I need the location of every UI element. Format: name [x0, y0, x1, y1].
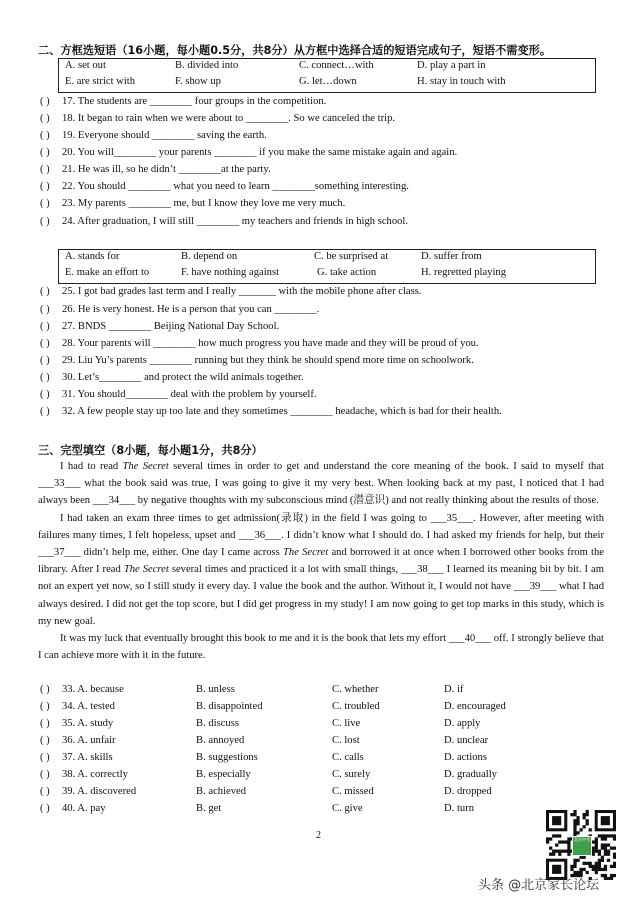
phrase-option: C. connect…with [299, 60, 374, 71]
choice-37-c: C. calls [332, 752, 364, 763]
choice-39-c: C. missed [332, 786, 374, 797]
choice-34-d: D. encouraged [444, 701, 506, 712]
answer-paren[interactable]: ( ) [40, 321, 50, 332]
answer-paren[interactable]: ( ) [40, 786, 50, 797]
answer-paren[interactable]: ( ) [40, 735, 50, 746]
phrase-option: B. depend on [181, 251, 238, 262]
choice-33-a: 33. A. because [62, 684, 124, 695]
choice-38-b: B. especially [196, 769, 251, 780]
question-17: ( ) 17. The students are ________ four groups in the competition. [40, 96, 327, 107]
question-30: ( ) 30. Let’s________ and protect the wild animals together. [40, 372, 304, 383]
phrase-option: H. regretted playing [421, 267, 507, 278]
phrase-option: D. suffer from [421, 251, 482, 262]
answer-paren[interactable]: ( ) [40, 372, 50, 383]
answer-paren[interactable]: ( ) [40, 752, 50, 763]
answer-paren[interactable]: ( ) [40, 113, 50, 124]
question-21: ( ) 21. He was ill, so he didn’t ________at the party. [40, 164, 271, 175]
phrase-option: E. are strict with [65, 76, 136, 87]
cloze-passage [38, 458, 604, 664]
choice-39-b: B. achieved [196, 786, 247, 797]
answer-paren[interactable]: ( ) [40, 769, 50, 780]
question-19: ( ) 19. Everyone should ________ saving the earth. [40, 130, 267, 141]
phrase-option: C. be surprised at [314, 251, 389, 262]
passage-paragraph-1: I had to read The Secret several times in order to get and understand the core meaning of the book. I said to myself that ___33___ what the book said was true, I was going to give it my very best. When looking back at my past, I noticed that I had always been ___34___ by negative thoughts with my subconscious mind (潜意识) and not really thinking about the results of those. [38, 461, 604, 507]
question-32: ( ) 32. A few people stay up too late and they sometimes ________ headache, which is bad for their health. [40, 406, 502, 417]
question-18: ( ) 18. It began to rain when we were about to ________. So we canceled the trip. [40, 113, 396, 124]
qr-center-logo: 北京中考 [572, 836, 592, 856]
choice-39-d: D. dropped [444, 786, 492, 797]
question-26: ( ) 26. He is very honest. He is a person that you can ________. [40, 304, 320, 315]
book-title: The Secret [283, 547, 329, 559]
choice-40-c: C. give [332, 803, 363, 814]
question-31: ( ) 31. You should________ deal with the problem by yourself. [40, 389, 317, 400]
choice-39-a: 39. A. discovered [62, 786, 137, 797]
phrase-option: H. stay in touch with [417, 76, 506, 87]
passage-paragraph-2: I had taken an exam three times to get admission(录取) in the field I was going to ___35___. However, after meeting with failures many times, I felt hopeless, upset and ___36___. I didn’t know what I should do. I had asked my friends for help, but their ___37___ didn’t help me, either. One day I came across The Secret and borrowed it at once when I borrowed other books from the library. After I read The Secret several times and practiced it a lot with small things, ___38___ I learned its meaning bit by bit. I am not an expert yet now, so I still study it every day. I value the book and the author. Without it, I would not have ___39___ what I had always desired. I did not get the top score, but I did get progress in my study! I am now going to get top marks in this study, which is my new goal. [38, 512, 604, 627]
question-29: ( ) 29. Liu Yu’s parents ________ running but they think he should spend more time on schoolwork. [40, 355, 474, 366]
choice-35-a: 35. A. study [62, 718, 114, 729]
answer-paren[interactable]: ( ) [40, 96, 50, 107]
choice-34-a: 34. A. tested [62, 701, 115, 712]
answer-paren[interactable]: ( ) [40, 198, 50, 209]
question-28: ( ) 28. Your parents will ________ how much progress you have made and they will be proud of you. [40, 338, 479, 349]
section-3-heading: 三、完型填空（8小题，每小题1分，共8分） [38, 444, 263, 457]
question-22: ( ) 22. You should ________ what you need to learn ________something interesting. [40, 181, 409, 192]
phrase-option: A. stands for [65, 251, 120, 262]
answer-paren[interactable]: ( ) [40, 701, 50, 712]
phrase-option: D. play a part in [417, 60, 486, 71]
phrase-option: G. take action [317, 267, 377, 278]
answer-paren[interactable]: ( ) [40, 338, 50, 349]
answer-paren[interactable]: ( ) [40, 130, 50, 141]
question-23: ( ) 23. My parents ________ me, but I know they love me very much. [40, 198, 346, 209]
question-24: ( ) 24. After graduation, I will still ________ my teachers and friends in high school. [40, 216, 408, 227]
answer-paren[interactable]: ( ) [40, 389, 50, 400]
watermark: 头条 @北京家长论坛 [478, 878, 600, 893]
section-2-heading: 二、方框选短语（16小题，每小题0.5分，共8分）从方框中选择合适的短语完成句子，短语不需变形。 [38, 44, 552, 57]
phrase-option: G. let…down [299, 76, 357, 87]
book-title: The Secret [123, 564, 169, 576]
answer-paren[interactable]: ( ) [40, 803, 50, 814]
choice-35-d: D. apply [444, 718, 481, 729]
choice-40-b: B. get [196, 803, 222, 814]
choice-38-a: 38. A. correctly [62, 769, 128, 780]
choice-35-b: B. discuss [196, 718, 239, 729]
question-27: ( ) 27. BNDS ________ Beijing National Day School. [40, 321, 280, 332]
choice-38-d: D. gradually [444, 769, 497, 780]
choice-37-b: B. suggestions [196, 752, 258, 763]
choice-33-c: C. whether [332, 684, 379, 695]
choice-36-d: D. unclear [444, 735, 489, 746]
choice-33-b: B. unless [196, 684, 235, 695]
page-number: 2 [316, 830, 321, 841]
answer-paren[interactable]: ( ) [40, 304, 50, 315]
answer-paren[interactable]: ( ) [40, 684, 50, 695]
phrase-option: A. set out [65, 60, 106, 71]
answer-paren[interactable]: ( ) [40, 181, 50, 192]
phrase-option: B. divided into [175, 60, 239, 71]
choice-40-a: 40. A. pay [62, 803, 106, 814]
choice-36-c: C. lost [332, 735, 360, 746]
phrase-box-1 [58, 58, 596, 93]
answer-paren[interactable]: ( ) [40, 286, 50, 297]
phrase-option: F. show up [175, 76, 221, 87]
answer-paren[interactable]: ( ) [40, 718, 50, 729]
answer-paren[interactable]: ( ) [40, 406, 50, 417]
choice-36-b: B. annoyed [196, 735, 245, 746]
answer-paren[interactable]: ( ) [40, 147, 50, 158]
answer-paren[interactable]: ( ) [40, 164, 50, 175]
passage-paragraph-3: It was my luck that eventually brought this book to me and it is the book that lets my effort ___40___ off. I strongly believe that I can achieve more with it in the future. [38, 633, 604, 662]
choice-36-a: 36. A. unfair [62, 735, 116, 746]
phrase-box-2 [58, 249, 596, 284]
qr-code [546, 810, 616, 880]
choice-38-c: C. surely [332, 769, 371, 780]
choice-35-c: C. live [332, 718, 361, 729]
book-title: The Secret [122, 461, 169, 472]
choice-37-a: 37. A. skills [62, 752, 113, 763]
choice-37-d: D. actions [444, 752, 487, 763]
choice-33-d: D. if [444, 684, 464, 695]
question-20: ( ) 20. You will________ your parents ________ if you make the same mistake again and again. [40, 147, 458, 158]
choice-40-d: D. turn [444, 803, 475, 814]
question-25: ( ) 25. I got bad grades last term and I really _______ with the mobile phone after class. [40, 286, 422, 297]
phrase-option: E. make an effort to [65, 267, 150, 278]
phrase-option: F. have nothing against [181, 267, 280, 278]
choice-34-c: C. troubled [332, 701, 380, 712]
answer-paren[interactable]: ( ) [40, 216, 50, 227]
choice-34-b: B. disappointed [196, 701, 263, 712]
answer-paren[interactable]: ( ) [40, 355, 50, 366]
